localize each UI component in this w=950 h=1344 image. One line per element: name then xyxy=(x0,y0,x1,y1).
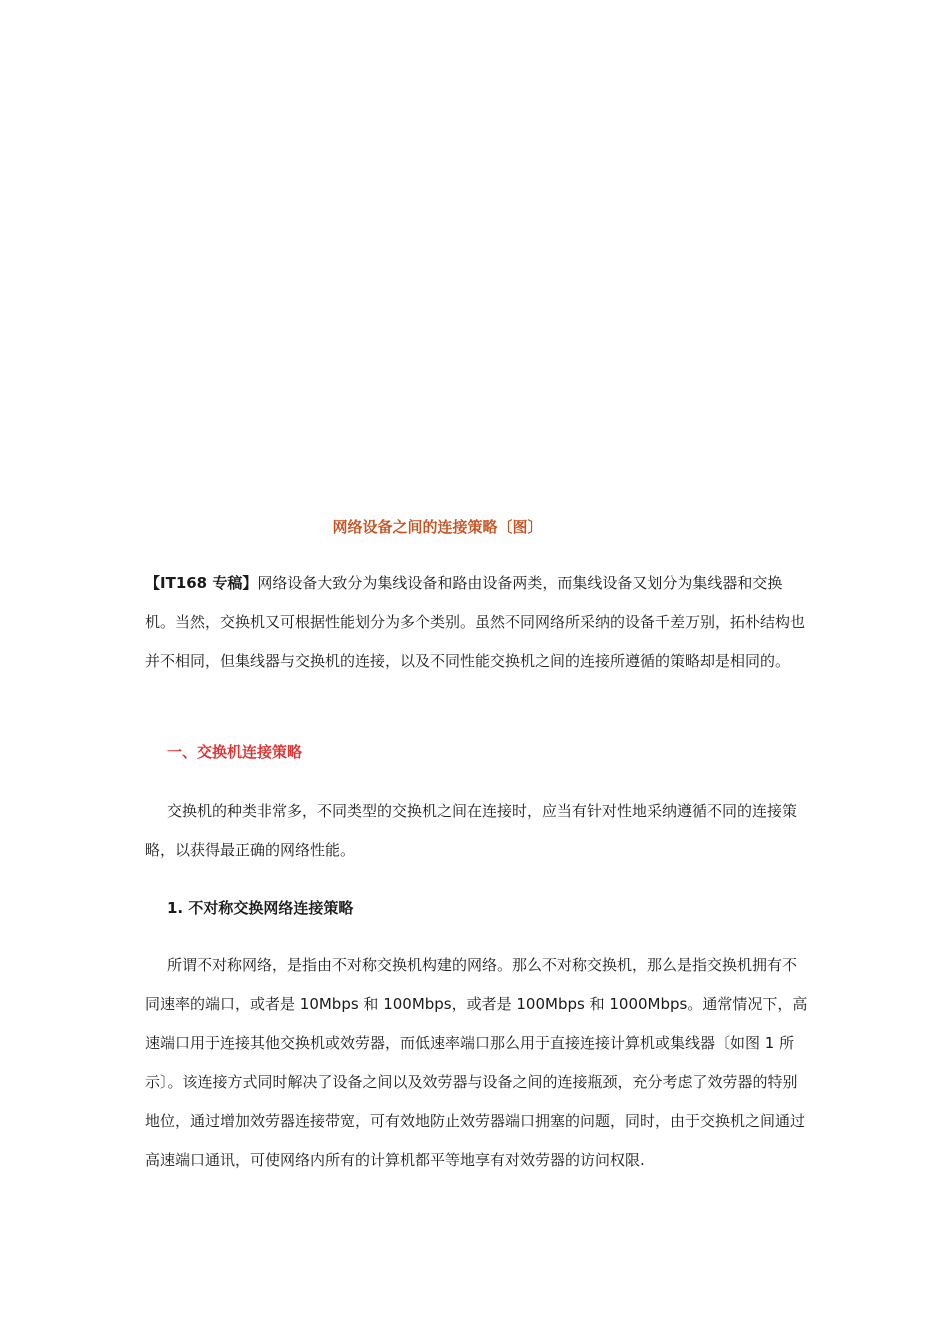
intro-lead: 【IT168 专稿】 xyxy=(145,574,258,592)
section-paragraph-switch-strategy: 交换机的种类非常多，不同类型的交换机之间在连接时，应当有针对性地采纳遵循不同的连接策略，以获得最正确的网络性能。 xyxy=(145,802,798,859)
article-title: 网络设备之间的连接策略〔图〕 xyxy=(332,518,543,536)
section-heading-switch-strategy: 一、交换机连接策略 xyxy=(167,743,303,761)
intro-paragraph xyxy=(145,564,810,681)
subsection-heading-asymmetric: 1. 不对称交换网络连接策略 xyxy=(167,899,354,917)
intro-text: 网络设备大致分为集线设备和路由设备两类，而集线设备又划分为集线器和交换机。当然，交换机又可根据性能划分为多个类别。虽然不同网络所采纳的设备千差万别，拓朴结构也并不相同，但集线器与交换机的连接，以及不同性能交换机之间的连接所遵循的策略却是相同的。 xyxy=(145,574,806,670)
subsection-paragraph-asymmetric: 所谓不对称网络，是指由不对称交换机构建的网络。那么不对称交换机，那么是指交换机拥有不同速率的端口，或者是 10Mbps 和 100Mbps，或者是 100Mbps 和 1000Mbps。通常情况下，高速端口用于连接其他交换机或效劳器，而低速率端口那么用于直接连接计算机或集线器〔如图 1 所示〕。该连接方式同时解决了设备之间以及效劳器与设备之间的连接瓶颈，充分考虑了效劳器的特别地位，通过增加效劳器连接带宽，可有效地防止效劳器端口拥塞的问题，同时，由于交换机之间通过高速端口通讯，可使网络内所有的计算机都平等地享有对效劳器的访问权限. xyxy=(145,956,808,1169)
